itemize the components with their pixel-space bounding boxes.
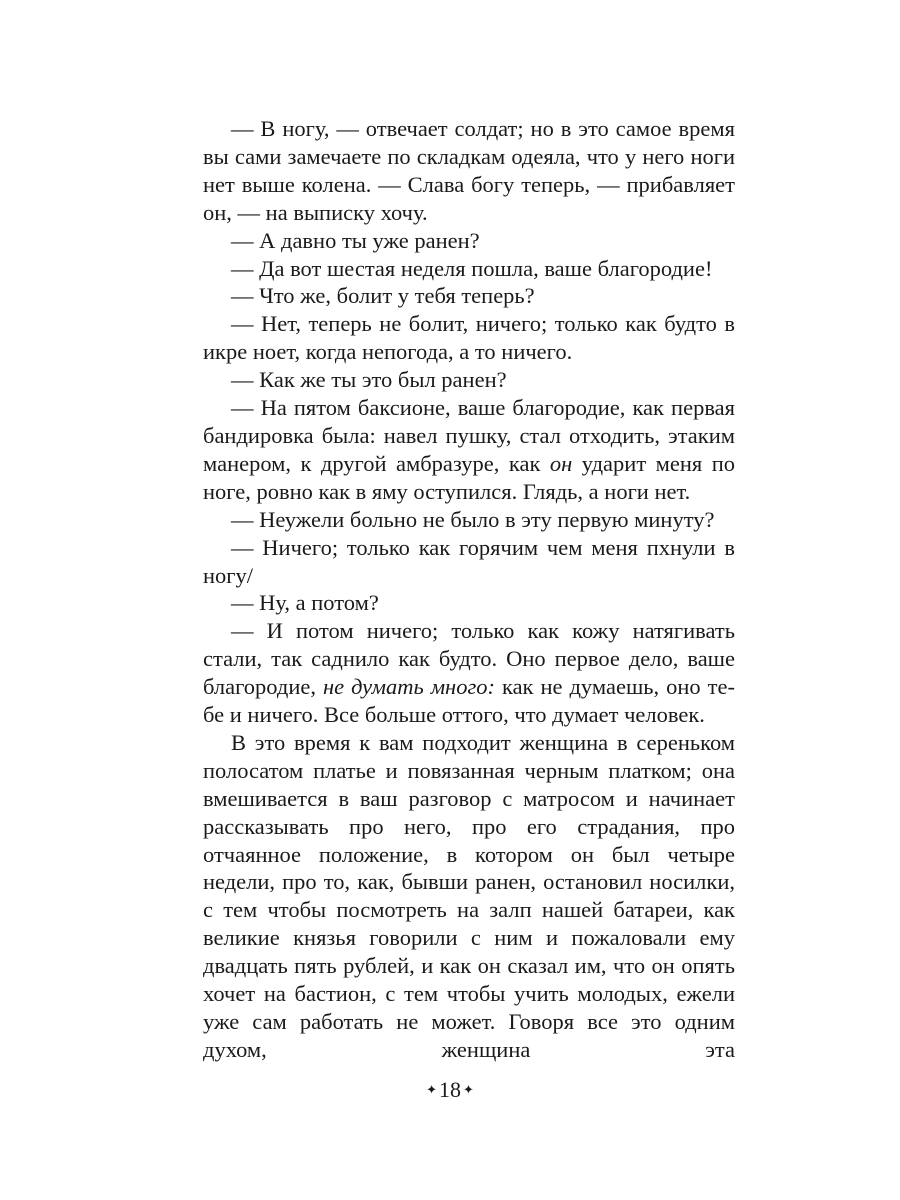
- body-text: [203, 115, 735, 1064]
- paragraph: В это время к вам подходит женщина в сереньком полосатом платье и повязанная черным платком; она вмешивается в ваш разговор с матросом и начинает рассказывать про него, про его страдания, про отчаянное положение, в котором он был четыре недели, про то, как, бывши ранен, остановил носилки, с тем чтобы посмотреть на залп нашей батареи, как великие князья говорили с ним и пожаловали ему двадцать пять рублей, и как он сказал им, что он опять хочет на бастион, с тем чтобы учить молодых, ежели уже сам работать не может. Говоря все это одним духом, женщина эта: [203, 729, 735, 1062]
- ornament-right-icon: ✦: [463, 1082, 474, 1097]
- paragraph: — Что же, болит у тебя теперь?: [231, 283, 535, 309]
- paragraph: — А давно ты уже ранен?: [231, 227, 480, 253]
- italic-emphasis: не думать много:: [322, 674, 495, 700]
- page-number-value: 18: [439, 1077, 461, 1102]
- paragraph: — Неужели больно не было в эту первую минуту?: [231, 506, 715, 532]
- paragraph: — Да вот шестая неделя пошла, ваше благородие!: [231, 255, 713, 281]
- italic-emphasis: он: [549, 450, 573, 476]
- page-number: [0, 1077, 900, 1103]
- paragraph: — В ногу, — отвечает солдат; но в это самое время вы сами замечаете по складкам одеяла, что у него ноги нет выше колена. — Слава богу теперь, — прибавляет он, — на выписку хочу.: [203, 116, 735, 225]
- paragraph: — Ничего; только как горячим чем меня пхнули в ногу/: [203, 534, 735, 588]
- ornament-left-icon: ✦: [426, 1082, 437, 1097]
- paragraph: — Нет, теперь не болит, ничего; только как будто в икре ноет, когда непогода, а то ничего.: [203, 311, 735, 365]
- paragraph: — На пятом баксионе, ваше благородие, как первая бандировка была: навел пушку, стал отходить, этаким манером, к другой амбразуре, как он ударит меня по ноге, ровно как в яму оступился. Глядь, а ноги нет.: [203, 395, 735, 504]
- paragraph: — Как же ты это был ранен?: [231, 367, 507, 393]
- paragraph: — И потом ничего; только как кожу натягивать стали, так саднило как будто. Оно первое дело, ваше благородие, не думать много: как не думаешь, оно тебе и ничего. Все больше оттого, что думает человек.: [203, 618, 735, 728]
- paragraph: — Ну, а потом?: [231, 590, 379, 616]
